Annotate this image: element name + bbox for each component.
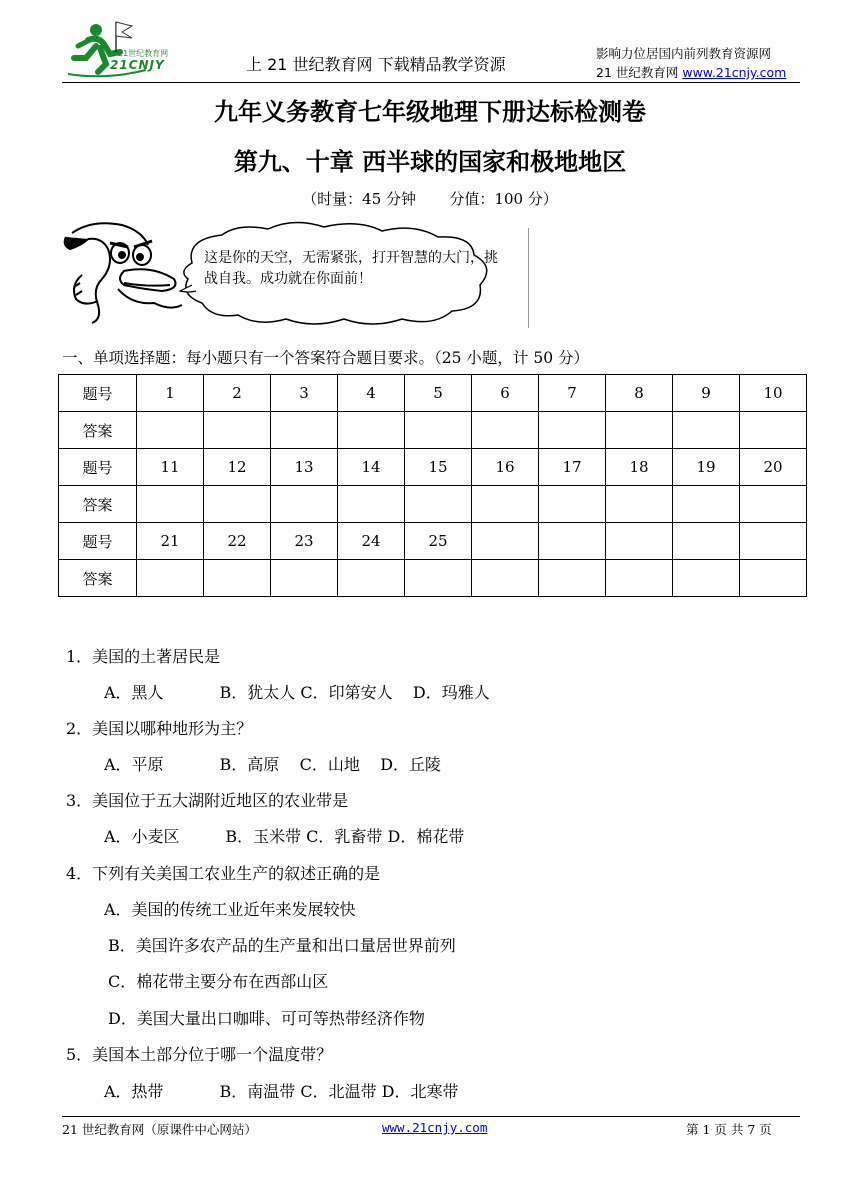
header-site-name: 21 世纪教育网: [596, 65, 683, 80]
page-title: 九年义务教育七年级地理下册达标检测卷: [214, 98, 646, 126]
question-number-cell: 15: [405, 449, 472, 486]
question-options: A．黑人 B．犹太人 C．印第安人 D．玛雅人: [104, 683, 490, 702]
answer-cell[interactable]: [405, 486, 472, 523]
table-row: [59, 412, 807, 449]
question-number-cell: 4: [338, 375, 405, 412]
question-number-cell: 20: [740, 449, 807, 486]
question-number-cell: 24: [338, 523, 405, 560]
answer-label: 答案: [59, 412, 137, 449]
table-row: [59, 523, 807, 560]
question-stem: 5．美国本土部分位于哪一个温度带？: [66, 1045, 333, 1064]
question-stem: 4．下列有关美国工农业生产的叙述正确的是: [66, 864, 381, 883]
answer-cell[interactable]: [740, 560, 807, 597]
question-option: A．美国的传统工业近年来发展较快: [104, 900, 356, 919]
answer-cell[interactable]: [740, 412, 807, 449]
question-stem: 2．美国以哪种地形为主？: [66, 719, 253, 738]
answer-cell[interactable]: [204, 412, 271, 449]
question-number-cell: 11: [137, 449, 204, 486]
question-number-cell: 5: [405, 375, 472, 412]
table-row: [59, 449, 807, 486]
question-number-cell: [673, 523, 740, 560]
question-number-cell: 6: [472, 375, 539, 412]
answer-cell[interactable]: [405, 560, 472, 597]
answer-cell[interactable]: [606, 560, 673, 597]
section-heading: 一、单项选择题：每小题只有一个答案符合题目要求。（25 小题，计 50 分）: [62, 349, 589, 367]
table-row: [59, 375, 807, 412]
answer-cell[interactable]: [338, 486, 405, 523]
question-number-label: 题号: [59, 449, 137, 486]
logo-text-en: 21CNJY: [110, 58, 165, 72]
answer-cell[interactable]: [472, 412, 539, 449]
cartoon-duck-icon: [65, 223, 182, 323]
answer-cell[interactable]: [606, 412, 673, 449]
question-number-cell: 14: [338, 449, 405, 486]
question-option: B．美国许多农产品的生产量和出口量居世界前列: [108, 936, 456, 955]
answer-cell[interactable]: [539, 486, 606, 523]
question-number-cell: 7: [539, 375, 606, 412]
question-number-cell: 13: [271, 449, 338, 486]
answer-cell[interactable]: [338, 560, 405, 597]
question-number-cell: 21: [137, 523, 204, 560]
question-number-label: 题号: [59, 375, 137, 412]
question-number-cell: [539, 523, 606, 560]
question-option: C．棉花带主要分布在西部山区: [108, 972, 329, 991]
answer-cell[interactable]: [204, 560, 271, 597]
question-number-cell: 22: [204, 523, 271, 560]
answer-table: [58, 374, 807, 597]
question-number-cell: 23: [271, 523, 338, 560]
question-number-cell: [472, 523, 539, 560]
question-number-cell: 17: [539, 449, 606, 486]
exam-info: （时量：45 分钟 分值：100 分）: [302, 190, 558, 208]
question-number-cell: 18: [606, 449, 673, 486]
question-number-cell: 2: [204, 375, 271, 412]
cartoon-divider: [528, 228, 529, 328]
question-number-cell: 16: [472, 449, 539, 486]
answer-cell[interactable]: [673, 560, 740, 597]
question-number-label: 题号: [59, 523, 137, 560]
table-row: [59, 560, 807, 597]
answer-cell[interactable]: [405, 412, 472, 449]
answer-cell[interactable]: [338, 412, 405, 449]
answer-cell[interactable]: [740, 486, 807, 523]
footer-site-link[interactable]: www.21cnjy.com: [382, 1120, 488, 1135]
answer-cell[interactable]: [673, 486, 740, 523]
speech-bubble-text: 这是你的天空，无需紧张，打开智慧的大门，挑战自我。成功就在你面前！: [204, 250, 498, 287]
answer-cell[interactable]: [204, 486, 271, 523]
question-options: A．热带 B．南温带 C．北温带 D．北寒带: [104, 1082, 459, 1101]
answer-cell[interactable]: [673, 412, 740, 449]
question-number-cell: 3: [271, 375, 338, 412]
header-divider: [62, 82, 800, 83]
question-stem: 3．美国位于五大湖附近地区的农业带是: [66, 791, 349, 810]
question-number-cell: 10: [740, 375, 807, 412]
answer-cell[interactable]: [271, 560, 338, 597]
table-row: [59, 486, 807, 523]
answer-cell[interactable]: [539, 412, 606, 449]
question-number-cell: [606, 523, 673, 560]
header-site-line: [596, 63, 786, 81]
header-tagline: 影响力位居国内前列教育资源网: [596, 46, 772, 61]
footer-site-name: 21 世纪教育网（原课件中心网站）: [62, 1122, 257, 1137]
logo-text-cn: 21世纪教育网: [118, 49, 169, 58]
answer-label: 答案: [59, 560, 137, 597]
question-option: D．美国大量出口咖啡、可可等热带经济作物: [108, 1009, 425, 1028]
question-number-cell: 8: [606, 375, 673, 412]
question-number-cell: 25: [405, 523, 472, 560]
question-number-cell: 9: [673, 375, 740, 412]
footer-page-number: 第 1 页 共 7 页: [686, 1122, 772, 1137]
question-number-cell: [740, 523, 807, 560]
question-options: A．平原 B．高原 C．山地 D．丘陵: [104, 755, 442, 774]
question-options: A．小麦区 B．玉米带 C．乳畜带 D．棉花带: [104, 827, 465, 846]
header-site-link[interactable]: www.21cnjy.com: [682, 65, 787, 80]
question-stem: 1．美国的土著居民是: [66, 647, 221, 666]
answer-label: 答案: [59, 486, 137, 523]
answer-cell[interactable]: [137, 560, 204, 597]
answer-cell[interactable]: [472, 560, 539, 597]
answer-cell[interactable]: [271, 486, 338, 523]
answer-cell[interactable]: [271, 412, 338, 449]
answer-cell[interactable]: [137, 486, 204, 523]
page-subtitle: 第九、十章 西半球的国家和极地地区: [233, 148, 627, 176]
answer-cell[interactable]: [472, 486, 539, 523]
answer-cell[interactable]: [539, 560, 606, 597]
answer-cell[interactable]: [137, 412, 204, 449]
answer-cell[interactable]: [606, 486, 673, 523]
footer-divider: [62, 1116, 800, 1117]
question-number-cell: 19: [673, 449, 740, 486]
header-slogan: 上 21 世纪教育网 下载精品教学资源: [246, 55, 506, 74]
question-number-cell: 1: [137, 375, 204, 412]
question-number-cell: 12: [204, 449, 271, 486]
